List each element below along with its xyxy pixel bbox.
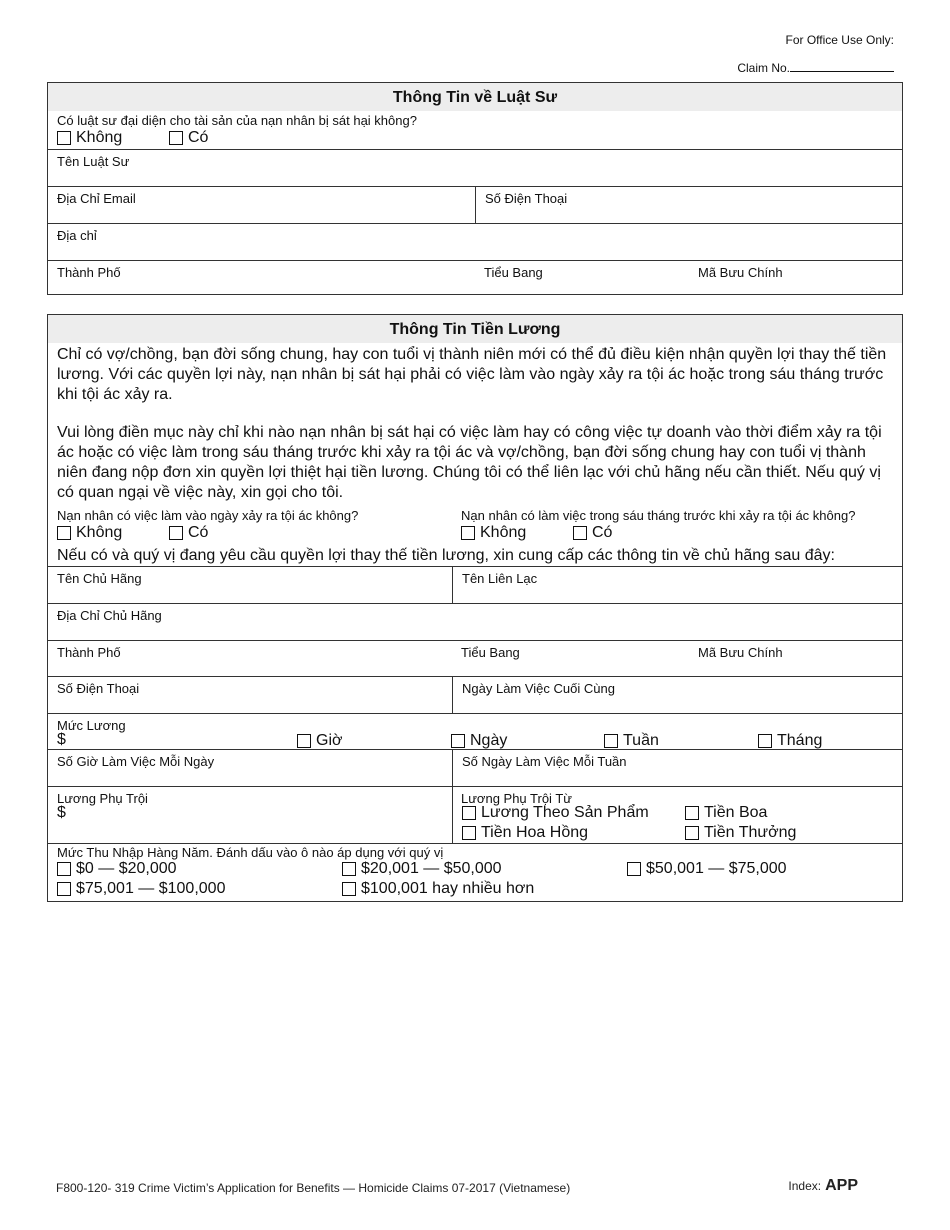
attorney-question: Có luật sư đại diện cho tài sản của nạn nhân bị sát hại không? xyxy=(57,113,417,128)
attorney-city-row[interactable] xyxy=(48,260,902,295)
period-hour-checkbox[interactable] xyxy=(297,734,311,748)
commission-checkbox[interactable] xyxy=(462,826,476,840)
attorney-section xyxy=(47,82,903,295)
hours-per-day-label: Số Giờ Làm Việc Mỗi Ngày xyxy=(57,754,215,769)
extra-pay-field[interactable] xyxy=(48,787,452,843)
employed-on-date-no-checkbox[interactable] xyxy=(57,526,71,540)
attorney-contact-row xyxy=(48,186,902,223)
attorney-address-label: Địa chỉ xyxy=(57,228,97,243)
attorney-city-label: Thành Phố xyxy=(57,265,121,280)
annual-income-row xyxy=(48,843,902,898)
piece-rate-label: Lương Theo Sản Phẩm xyxy=(481,804,649,821)
attorney-answer-row xyxy=(48,128,902,149)
period-day-checkbox[interactable] xyxy=(451,734,465,748)
employer-intro: Nếu có và quý vị đang yêu cầu quyền lợi thay thế tiền lương, xin cung cấp các thông tin về chủ hãng sau đây: xyxy=(57,547,835,564)
piece-rate-checkbox[interactable] xyxy=(462,806,476,820)
attorney-email-label: Địa Chỉ Email xyxy=(57,191,136,206)
extra-pay-source xyxy=(452,787,902,843)
employed-on-date-question: Nạn nhân có việc làm vào ngày xảy ra tội ác không? xyxy=(57,508,359,523)
attorney-phone-field[interactable] xyxy=(475,187,902,223)
wage-rate-label: Mức Lương xyxy=(57,718,126,733)
attorney-email-field[interactable] xyxy=(48,187,475,223)
office-use-label: For Office Use Only: xyxy=(785,33,894,47)
employer-state-label: Tiểu Bang xyxy=(461,645,520,660)
index-label: Index: xyxy=(788,1179,822,1193)
period-week-checkbox[interactable] xyxy=(604,734,618,748)
employed-on-date-yes-checkbox[interactable] xyxy=(169,526,183,540)
hours-per-day-field[interactable] xyxy=(48,750,452,786)
employed-six-months-question: Nạn nhân có làm việc trong sáu tháng trước khi xảy ra tội ác không? xyxy=(461,508,856,523)
contact-name-field[interactable] xyxy=(452,567,902,603)
employer-phone-label: Số Điện Thoại xyxy=(57,681,140,696)
attorney-no-checkbox[interactable] xyxy=(57,131,71,145)
employer-address-row[interactable] xyxy=(48,603,902,640)
period-hour-label: Giờ xyxy=(316,732,343,749)
bonus-label: Tiền Thưởng xyxy=(704,824,797,841)
work-schedule-row xyxy=(48,749,902,786)
income-0-20000-label: $0 — $20,000 xyxy=(76,860,177,877)
employer-name-field[interactable] xyxy=(48,567,452,603)
employed-six-months-no-checkbox[interactable] xyxy=(461,526,475,540)
wage-instructions-paragraph: Vui lòng điền mục này chỉ khi nào nạn nhân bị sát hại có việc làm hay có công việc tự doanh vào thời điểm xảy ra tội ác hoặc có việc làm trong sáu tháng trước khi xảy ra tội ác và vợ/chồng, bạn đời sống chung hay con tuổi vị thành niên đang nộp đơn xin quyền lợi thiệt hại tiền lương. Chúng tôi có thể liên lạc với chủ hãng nếu cần thiết. Nếu quý vị có quan ngại về việc này, xin gọi cho tôi. xyxy=(57,424,882,501)
attorney-state-label: Tiểu Bang xyxy=(484,265,543,280)
attorney-section-title: Thông Tin về Luật Sư xyxy=(48,83,902,111)
attorney-yes-label: Có xyxy=(188,129,209,146)
last-day-worked-label: Ngày Làm Việc Cuối Cùng xyxy=(462,681,615,696)
days-per-week-label: Số Ngày Làm Việc Mỗi Tuần xyxy=(462,754,627,769)
income-20001-50000-label: $20,001 — $50,000 xyxy=(361,860,502,877)
form-id: F800-120- 319 Crime Victim’s Application for Benefits — Homicide Claims 07-2017 (Vietnamese) xyxy=(56,1181,571,1195)
employer-phone-field[interactable] xyxy=(48,677,452,713)
wage-section-title: Thông Tin Tiền Lương xyxy=(48,315,902,343)
attorney-name-row[interactable] xyxy=(48,149,902,186)
extra-pay-from-label: Lương Phụ Trội Từ xyxy=(461,791,572,806)
income-50001-75000-checkbox[interactable] xyxy=(627,862,641,876)
bonus-checkbox[interactable] xyxy=(685,826,699,840)
annual-income-label: Mức Thu Nhập Hàng Năm. Đánh dấu vào ô nào áp dụng với quý vị xyxy=(57,845,444,860)
employment-questions xyxy=(48,508,902,546)
employer-city-label: Thành Phố xyxy=(57,645,121,660)
commission-label: Tiền Hoa Hồng xyxy=(481,824,589,841)
employer-address-label: Địa Chỉ Chủ Hãng xyxy=(57,608,162,623)
income-50001-75000-label: $50,001 — $75,000 xyxy=(646,860,787,877)
tips-label: Tiền Boa xyxy=(704,804,768,821)
extra-pay-label: Lương Phụ Trội xyxy=(57,791,148,806)
employer-city-row[interactable] xyxy=(48,640,902,676)
extra-pay-dollar: $ xyxy=(57,804,66,821)
claim-number-field[interactable] xyxy=(790,60,894,72)
employer-phone-row xyxy=(48,676,902,713)
employer-name-label: Tên Chủ Hãng xyxy=(57,571,142,586)
income-20001-50000-checkbox[interactable] xyxy=(342,862,356,876)
employer-zip-label: Mã Bưu Chính xyxy=(698,645,783,660)
employer-name-row xyxy=(48,566,902,603)
employed-on-date-yes-label: Có xyxy=(188,524,209,541)
period-month-label: Tháng xyxy=(777,732,823,749)
claim-number-row xyxy=(737,60,894,75)
contact-name-label: Tên Liên Lạc xyxy=(462,571,538,586)
wage-section xyxy=(47,314,903,902)
income-100001-plus-checkbox[interactable] xyxy=(342,882,356,896)
income-0-20000-checkbox[interactable] xyxy=(57,862,71,876)
income-100001-plus-label: $100,001 hay nhiều hơn xyxy=(361,880,535,897)
income-75001-100000-checkbox[interactable] xyxy=(57,882,71,896)
index-marker xyxy=(788,1177,858,1195)
employed-six-months-yes-checkbox[interactable] xyxy=(573,526,587,540)
income-75001-100000-label: $75,001 — $100,000 xyxy=(76,880,226,897)
days-per-week-field[interactable] xyxy=(452,750,902,786)
tips-checkbox[interactable] xyxy=(685,806,699,820)
attorney-address-row[interactable] xyxy=(48,223,902,260)
index-value: APP xyxy=(825,1177,858,1194)
extra-pay-row xyxy=(48,786,902,843)
claim-number-label: Claim No. xyxy=(737,61,790,75)
period-month-checkbox[interactable] xyxy=(758,734,772,748)
wage-rate-dollar: $ xyxy=(57,731,66,748)
period-day-label: Ngày xyxy=(470,732,508,749)
last-day-worked-field[interactable] xyxy=(452,677,902,713)
attorney-no-label: Không xyxy=(76,129,123,146)
attorney-zip-label: Mã Bưu Chính xyxy=(698,265,783,280)
employed-six-months-yes-label: Có xyxy=(592,524,613,541)
employed-on-date-no-label: Không xyxy=(76,524,123,541)
attorney-name-label: Tên Luật Sư xyxy=(57,154,130,169)
employed-six-months-no-label: Không xyxy=(480,524,527,541)
wage-rate-row xyxy=(48,713,902,749)
wage-eligibility-paragraph: Chỉ có vợ/chồng, bạn đời sống chung, hay con tuổi vị thành niên mới có thể đủ điều kiện nhận quyền lợi thay thế tiền lương. Với các quyền lợi này, nạn nhân bị sát hại phải có việc làm vào ngày xảy ra tội ác hoặc trong sáu tháng trước khi tội ác xảy ra. xyxy=(57,346,887,403)
attorney-phone-label: Số Điện Thoại xyxy=(485,191,568,206)
period-week-label: Tuần xyxy=(623,732,659,749)
attorney-yes-checkbox[interactable] xyxy=(169,131,183,145)
